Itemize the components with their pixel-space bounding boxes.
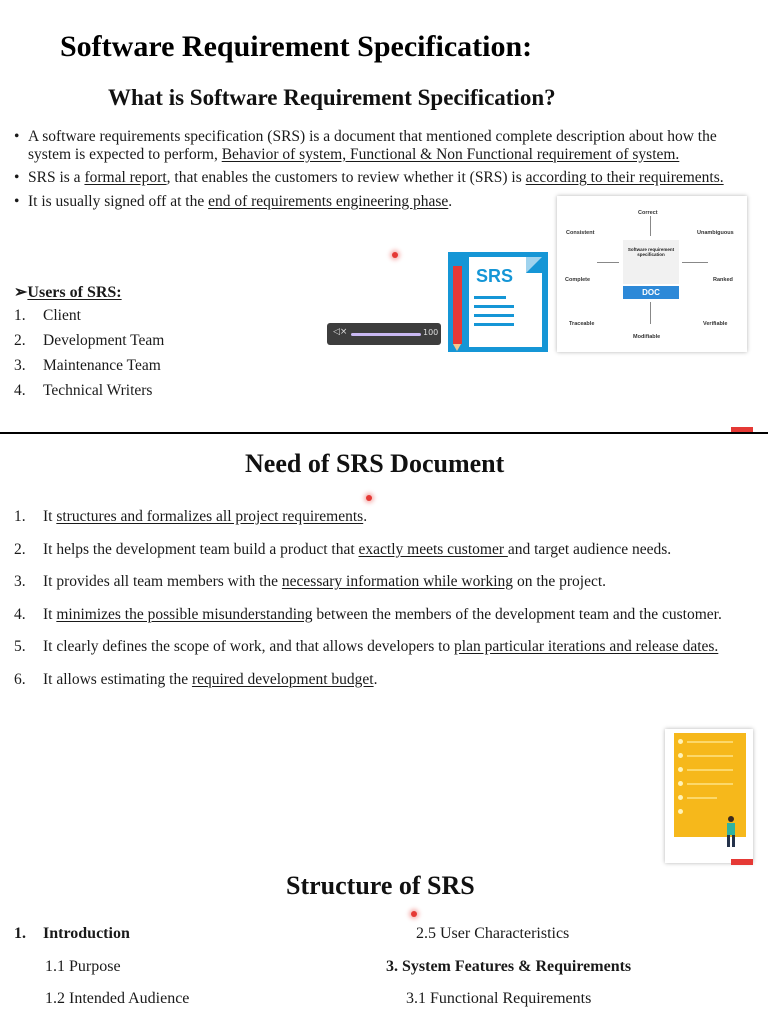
pointer-dot: [392, 252, 398, 258]
bullet-item: • A software requirements specification (SRS) is a document that mentioned complete description about how the system is expected to perform, Behavior of system, Functional & Non Functional requirement of system.: [14, 128, 754, 163]
clipboard-illustration: [665, 729, 753, 863]
section-heading: What is Software Requirement Specification?: [108, 85, 556, 110]
users-heading: ➢Users of SRS:: [14, 284, 122, 301]
doc-label: DOC: [623, 286, 679, 299]
list-item: 4. It minimizes the possible misunderstanding between the members of the development team and the customer.: [14, 605, 722, 623]
list-item: 2. Development Team: [14, 332, 165, 349]
list-item: 4. Technical Writers: [14, 382, 153, 399]
watermark-badge: [731, 859, 753, 865]
srs-document-icon: SRS: [448, 252, 548, 352]
section-heading: Need of SRS Document: [245, 449, 505, 478]
structure-item: 3.1 Functional Requirements: [406, 990, 592, 1007]
section-heading: Structure of SRS: [286, 871, 475, 900]
list-item: 5. It clearly defines the scope of work, and that allows developers to plan particular iterations and release dates.: [14, 638, 719, 655]
pencil-icon: [453, 266, 462, 344]
volume-slider[interactable]: [351, 333, 421, 336]
list-item: 3. It provides all team members with the necessary information while working on the project.: [14, 573, 607, 590]
pointer-dot: [366, 495, 372, 501]
structure-item: 3. System Features & Requirements: [386, 958, 632, 975]
list-item: 1. Client: [14, 307, 81, 324]
volume-level: 100: [423, 328, 439, 337]
diagram-center-node: Software requirement specification: [623, 240, 679, 284]
srs-characteristics-diagram: Correct Consistent Unambiguous Complete Ranked Traceable Verifiable Modifiable Software requirement specification DOC: [557, 196, 747, 352]
page-title: Software Requirement Specification:: [60, 30, 533, 63]
bullet-item: • SRS is a formal report, that enables the customers to review whether it (SRS) is according to their requirements.: [14, 169, 754, 187]
need-list: [14, 505, 754, 700]
structure-item: 1. Introduction: [14, 925, 130, 942]
list-item: 2. It helps the development team build a product that exactly meets customer and target audience needs.: [14, 540, 672, 558]
list-item: 1. It structures and formalizes all project requirements.: [14, 508, 368, 525]
section-divider: [0, 432, 768, 434]
users-list: [14, 307, 164, 407]
structure-item: 1.1 Purpose: [45, 958, 121, 975]
arrow-icon: ➢: [14, 284, 28, 301]
bullet-item: • It is usually signed off at the end of requirements engineering phase.: [14, 193, 754, 211]
person-icon: [723, 815, 737, 849]
structure-item: 1.2 Intended Audience: [45, 990, 190, 1007]
pointer-dot: [411, 911, 417, 917]
list-item: 6. It allows estimating the required development budget.: [14, 670, 378, 688]
mute-icon[interactable]: ◁×: [333, 327, 348, 337]
structure-item: 2.5 User Characteristics: [416, 925, 570, 942]
list-item: 3. Maintenance Team: [14, 357, 161, 374]
volume-control[interactable]: [327, 323, 441, 345]
